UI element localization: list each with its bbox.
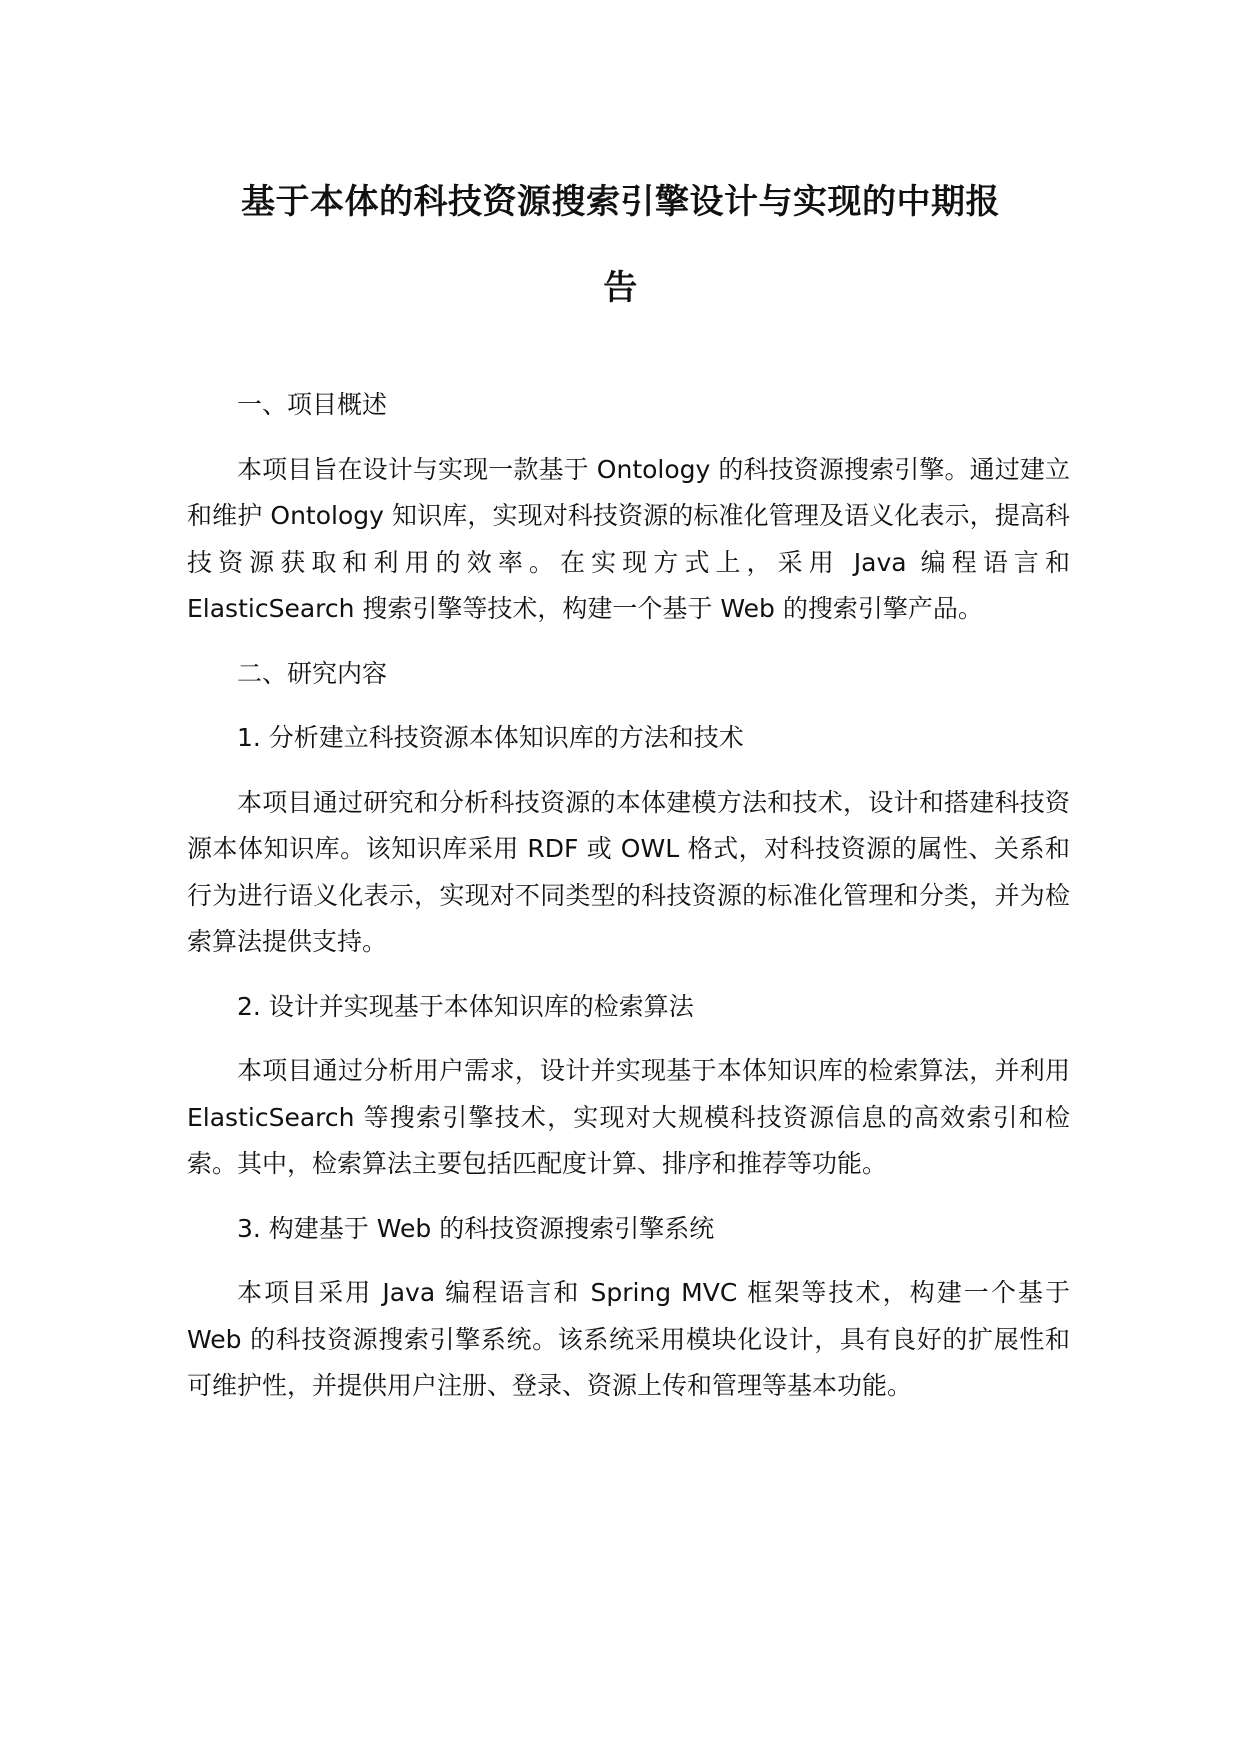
- subheading-web-search-system: 3. 构建基于 Web 的科技资源搜索引擎系统: [237, 1213, 715, 1243]
- paragraph-overview: 本项目旨在设计与实现一款基于 Ontology 的科技资源搜索引擎。通过建立和维护 Ontology 知识库，实现对科技资源的标准化管理及语义化表示，提高科技资源获取和利用的效率。在实现方式上，采用 Java 编程语言和 ElasticSearch 搜索引擎等技术，构建一个基于 Web 的搜索引擎产品。: [187, 454, 1070, 623]
- document-title-line-2: 告: [603, 268, 638, 308]
- subheading-ontology-knowledge-base: 1. 分析建立科技资源本体知识库的方法和技术: [237, 723, 744, 752]
- section-heading-research-content: 二、研究内容: [237, 658, 388, 688]
- subheading-retrieval-algorithm: 2. 设计并实现基于本体知识库的检索算法: [237, 991, 694, 1021]
- section-heading-overview: 一、项目概述: [237, 390, 388, 419]
- document-title-line-1: 基于本体的科技资源搜索引擎设计与实现的中期报: [241, 182, 1000, 222]
- paragraph-web-search-system: 本项目采用 Java 编程语言和 Spring MVC 框架等技术，构建一个基于 Web 的科技资源搜索引擎系统。该系统采用模块化设计，具有良好的扩展性和可维护性，并提供用户注册、登录、资源上传和管理等基本功能。: [187, 1278, 1070, 1400]
- paragraph-retrieval-algorithm: 本项目通过分析用户需求，设计并实现基于本体知识库的检索算法，并利用 ElasticSearch 等搜索引擎技术，实现对大规模科技资源信息的高效索引和检索。其中，检索算法主要包括匹配度计算、排序和推荐等功能。: [187, 1056, 1070, 1178]
- document-body: [187, 382, 1070, 1428]
- paragraph-ontology-knowledge-base: 本项目通过研究和分析科技资源的本体建模方法和技术，设计和搭建科技资源本体知识库。该知识库采用 RDF 或 OWL 格式，对科技资源的属性、关系和行为进行语义化表示，实现对不同类型的科技资源的标准化管理和分类，并为检索算法提供支持。: [187, 787, 1070, 956]
